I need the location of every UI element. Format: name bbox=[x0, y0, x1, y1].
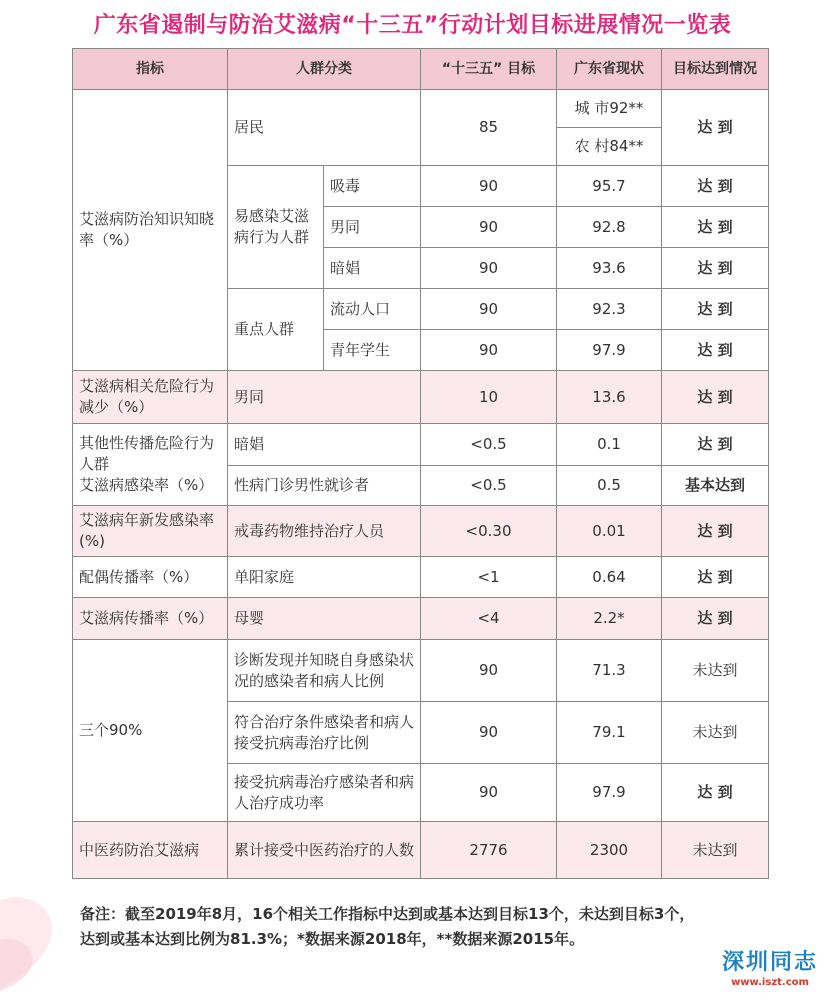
status-cell: 2300 bbox=[557, 822, 662, 879]
group-cell: 男同 bbox=[228, 371, 421, 424]
achieve-cell: 基本达到 bbox=[662, 466, 769, 506]
group-cell: 诊断发现并知晓自身感染状况的感染者和病人比例 bbox=[228, 640, 421, 702]
status-cell: 0.01 bbox=[557, 506, 662, 557]
table-header-row bbox=[73, 49, 769, 90]
target-cell: 90 bbox=[421, 166, 557, 207]
indicator-cell: 三个90% bbox=[73, 640, 228, 822]
footnote-line1: 备注：截至2019年8月，16个相关工作指标中达到或基本达到目标13个，未达到目标3个， bbox=[80, 905, 695, 923]
watermark-url: www.iszt.com bbox=[731, 977, 809, 988]
indicator-line2: 艾滋病感染率（%） bbox=[79, 476, 214, 494]
progress-table bbox=[72, 48, 769, 879]
header-status: 广东省现状 bbox=[557, 49, 662, 90]
group-cell: 接受抗病毒治疗感染者和病人治疗成功率 bbox=[228, 764, 421, 822]
status-cell: 0.64 bbox=[557, 557, 662, 598]
petal-decoration bbox=[0, 880, 70, 1000]
target-cell: <0.5 bbox=[421, 424, 557, 466]
group-cell: 母婴 bbox=[228, 598, 421, 640]
indicator-cell bbox=[73, 424, 228, 506]
target-cell: 90 bbox=[421, 330, 557, 371]
status-cell: 95.7 bbox=[557, 166, 662, 207]
status-cell: 79.1 bbox=[557, 702, 662, 764]
subgroup-cell: 暗娼 bbox=[324, 248, 421, 289]
indicator-cell: 艾滋病传播率（%） bbox=[73, 598, 228, 640]
indicator-line1: 其他性传播危险行为人群 bbox=[79, 434, 215, 473]
achieve-cell: 达 到 bbox=[662, 371, 769, 424]
group-cell: 重点人群 bbox=[228, 289, 324, 371]
achieve-cell: 达 到 bbox=[662, 506, 769, 557]
status-cell: 0.5 bbox=[557, 466, 662, 506]
target-cell: 90 bbox=[421, 248, 557, 289]
watermark-logo bbox=[716, 950, 824, 990]
footnote-line2: 达到或基本达到比例为81.3%；*数据来源2018年，**数据来源2015年。 bbox=[80, 930, 585, 948]
indicator-cell: 艾滋病年新发感染率(%) bbox=[73, 506, 228, 557]
indicator-cell: 中医药防治艾滋病 bbox=[73, 822, 228, 879]
target-cell: 90 bbox=[421, 764, 557, 822]
table-row bbox=[73, 822, 769, 879]
achieve-cell: 达 到 bbox=[662, 248, 769, 289]
group-cell: 单阳家庭 bbox=[228, 557, 421, 598]
table-row bbox=[73, 90, 769, 166]
status-cell: 13.6 bbox=[557, 371, 662, 424]
status-cell: 0.1 bbox=[557, 424, 662, 466]
status-urban: 城 市92** bbox=[557, 90, 661, 128]
page-title: 广东省遏制与防治艾滋病“十三五”行动计划目标进展情况一览表 bbox=[93, 13, 732, 38]
achieve-cell: 达 到 bbox=[662, 207, 769, 248]
target-cell: 90 bbox=[421, 640, 557, 702]
status-cell: 2.2* bbox=[557, 598, 662, 640]
table-row bbox=[73, 598, 769, 640]
achieve-cell: 达 到 bbox=[662, 166, 769, 207]
achieve-cell: 达 到 bbox=[662, 289, 769, 330]
header-achieve: 目标达到情况 bbox=[662, 49, 769, 90]
achieve-cell: 未达到 bbox=[662, 702, 769, 764]
target-cell: 90 bbox=[421, 207, 557, 248]
achieve-cell: 达 到 bbox=[662, 424, 769, 466]
status-rural: 农 村84** bbox=[574, 137, 644, 155]
subgroup-cell: 男同 bbox=[324, 207, 421, 248]
table-row bbox=[73, 424, 769, 466]
group-cell: 符合治疗条件感染者和病人接受抗病毒治疗比例 bbox=[228, 702, 421, 764]
target-cell: 10 bbox=[421, 371, 557, 424]
group-cell: 累计接受中医药治疗的人数 bbox=[228, 822, 421, 879]
header-group: 人群分类 bbox=[228, 49, 421, 90]
subgroup-cell: 青年学生 bbox=[324, 330, 421, 371]
target-cell: <4 bbox=[421, 598, 557, 640]
target-cell: 2776 bbox=[421, 822, 557, 879]
achieve-cell: 达 到 bbox=[662, 764, 769, 822]
table-row bbox=[73, 506, 769, 557]
status-cell: 97.9 bbox=[557, 330, 662, 371]
group-cell: 易感染艾滋病行为人群 bbox=[228, 166, 324, 289]
header-target: “十三五” 目标 bbox=[421, 49, 557, 90]
status-cell: 92.3 bbox=[557, 289, 662, 330]
achieve-cell: 未达到 bbox=[662, 640, 769, 702]
achieve-cell: 达 到 bbox=[662, 330, 769, 371]
group-cell: 居民 bbox=[228, 90, 421, 166]
table-row bbox=[73, 640, 769, 702]
target-cell: 90 bbox=[421, 702, 557, 764]
group-cell: 戒毒药物维持治疗人员 bbox=[228, 506, 421, 557]
subgroup-cell: 吸毒 bbox=[324, 166, 421, 207]
group-cell: 性病门诊男性就诊者 bbox=[228, 466, 421, 506]
table-row bbox=[73, 557, 769, 598]
status-cell: 93.6 bbox=[557, 248, 662, 289]
status-cell: 92.8 bbox=[557, 207, 662, 248]
footnote bbox=[80, 902, 780, 952]
indicator-cell: 艾滋病相关危险行为减少（%） bbox=[73, 371, 228, 424]
target-cell: <0.30 bbox=[421, 506, 557, 557]
achieve-cell: 未达到 bbox=[662, 822, 769, 879]
target-cell: 90 bbox=[421, 289, 557, 330]
target-cell: 85 bbox=[421, 90, 557, 166]
indicator-cell: 艾滋病防治知识知晓率（%） bbox=[73, 90, 228, 371]
status-cell: 71.3 bbox=[557, 640, 662, 702]
achieve-cell: 达 到 bbox=[662, 90, 769, 166]
achieve-cell: 达 到 bbox=[662, 598, 769, 640]
target-cell: <1 bbox=[421, 557, 557, 598]
group-cell: 暗娼 bbox=[228, 424, 421, 466]
status-cell: 97.9 bbox=[557, 764, 662, 822]
table-row bbox=[73, 371, 769, 424]
subgroup-cell: 流动人口 bbox=[324, 289, 421, 330]
achieve-cell: 达 到 bbox=[662, 557, 769, 598]
header-indicator: 指标 bbox=[73, 49, 228, 90]
indicator-cell: 配偶传播率（%） bbox=[73, 557, 228, 598]
target-cell: <0.5 bbox=[421, 466, 557, 506]
watermark-name: 深圳同志 bbox=[721, 950, 818, 975]
